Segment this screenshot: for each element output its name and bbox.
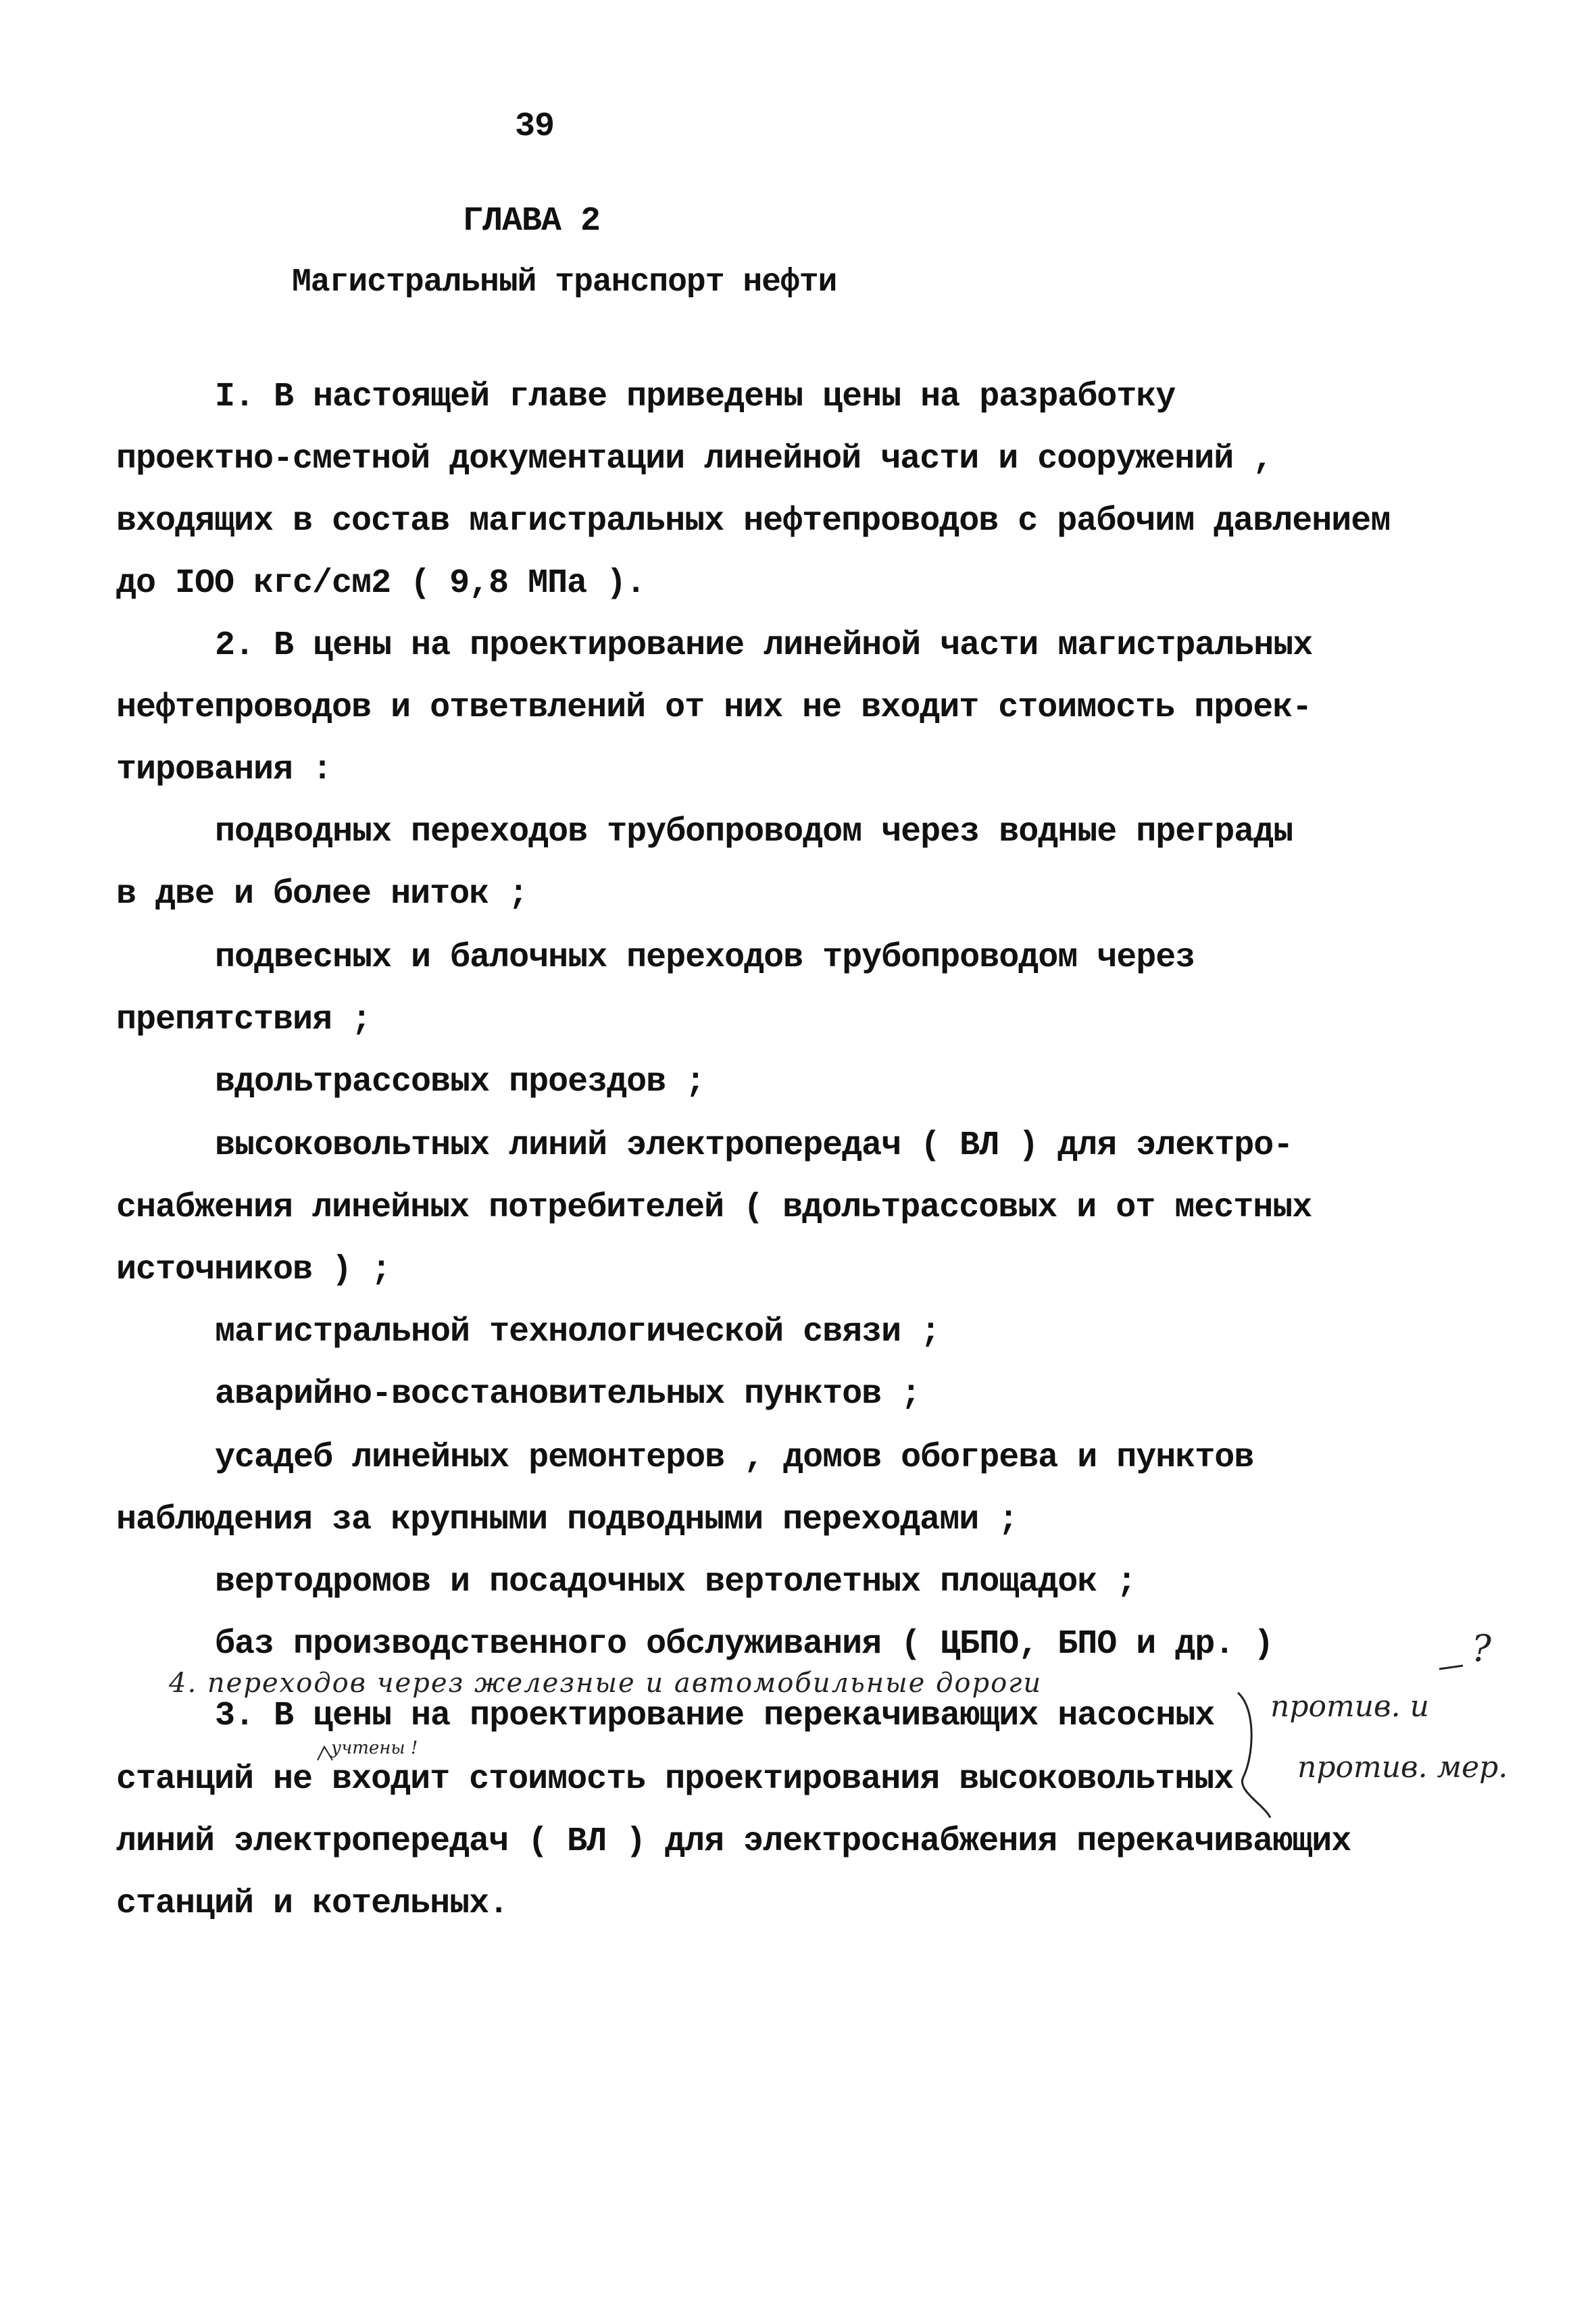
text-line: источников ) ;	[116, 1251, 391, 1289]
text-line: I. В настоящей главе приведены цены на разработку	[215, 378, 1176, 416]
text-line: тирования :	[116, 751, 332, 789]
text-line: препятствия ;	[116, 1001, 372, 1039]
text-line: до IOO кгс/см2 ( 9,8 МПа ).	[116, 564, 646, 603]
text-line: подводных переходов трубопроводом через водные преграды	[215, 813, 1293, 851]
text-line: 3. В цены на проектирование перекачивающих насосных	[215, 1697, 1215, 1735]
text-line: нефтепроводов и ответвлений от них не входит стоимость проек-	[116, 689, 1312, 727]
handwritten-above-word: учтены !	[331, 1738, 418, 1758]
text-line: наблюдения за крупными подводными переходами ;	[116, 1501, 1018, 1539]
text-line: 2. В цены на проектирование линейной части магистральных	[215, 626, 1313, 665]
page-number: 39	[515, 107, 555, 146]
text-line: станций не входит стоимость проектирования высоковольтных	[116, 1760, 1234, 1799]
text-line: входящих в состав магистральных нефтепроводов с рабочим давлением	[116, 502, 1391, 541]
text-line: вертодромов и посадочных вертолетных площадок ;	[215, 1563, 1137, 1601]
text-line: баз производственного обслуживания ( ЦБПО, БПО и др. )	[215, 1625, 1274, 1664]
handwritten-margin-note: против. мер.	[1297, 1750, 1508, 1785]
text-line: проектно-сметной документации линейной части и сооружений ,	[116, 440, 1273, 478]
text-line: подвесных и балочных переходов трубопроводом через	[215, 939, 1195, 977]
insert-caret	[318, 1747, 332, 1760]
chapter-title: Магистральный транспорт нефти	[292, 264, 837, 301]
handwritten-margin-note: против. и	[1270, 1689, 1429, 1724]
text-line: станций и котельных.	[116, 1885, 509, 1923]
handwritten-question-mark: ?	[1472, 1627, 1491, 1670]
text-line: аварийно-восстановительных пунктов ;	[215, 1375, 921, 1414]
handwritten-insert: 4. переходов через железные и автомобильные дороги	[169, 1668, 1043, 1699]
text-line: усадеб линейных ремонтеров , домов обогрева и пунктов	[215, 1439, 1254, 1477]
chapter-heading: ГЛАВА 2	[463, 202, 601, 241]
margin-bracket	[1238, 1693, 1270, 1818]
text-line: в две и более ниток ;	[116, 875, 528, 914]
text-line: магистральной технологической связи ;	[215, 1313, 941, 1351]
text-line: снабжения линейных потребителей ( вдольтрассовых и от местных	[116, 1189, 1312, 1227]
text-line: вдольтрассовых проездов ;	[215, 1063, 705, 1101]
text-line: высоковольтных линий электропередач ( ВЛ ) для электро-	[215, 1126, 1293, 1165]
text-line: линий электропередач ( ВЛ ) для электроснабжения перекачивающих	[116, 1822, 1351, 1861]
margin-dash	[1439, 1666, 1463, 1669]
